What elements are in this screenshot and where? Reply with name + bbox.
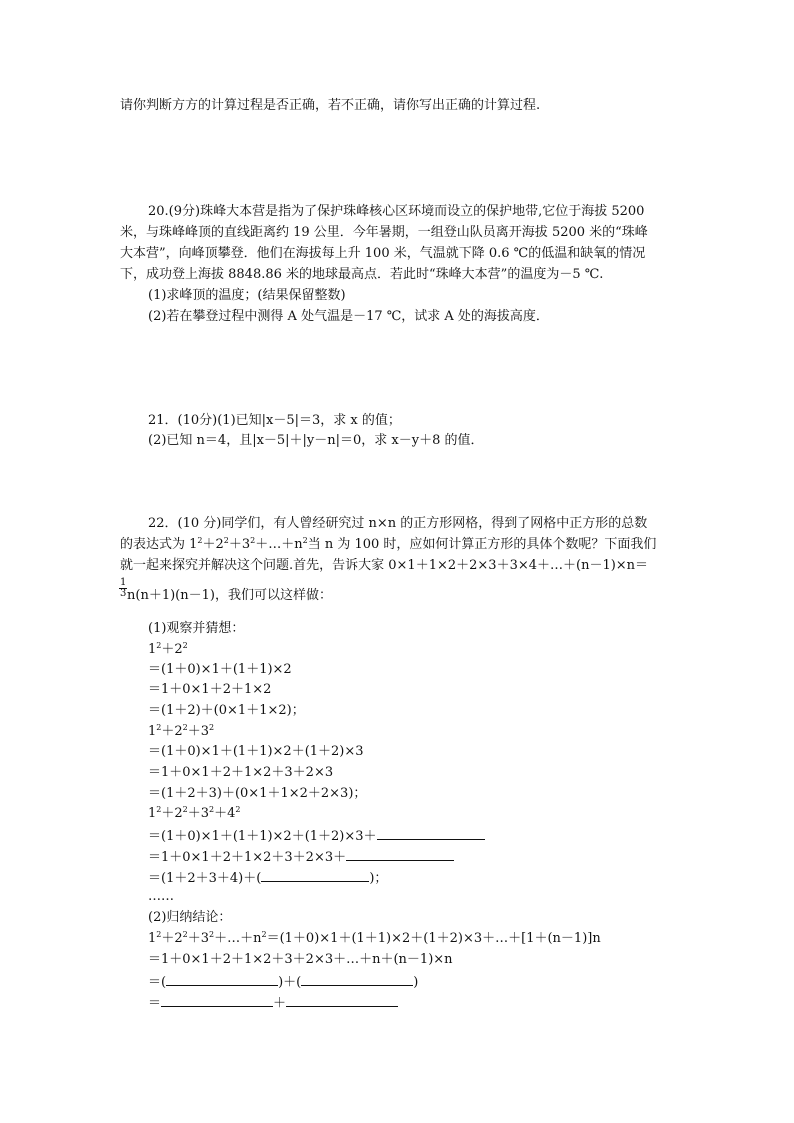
q20-line-1: 20.(9分)珠峰大本营是指为了保护珠峰核心区环境而设立的保护地带,它位于海拔 5200 [148,204,645,219]
answer-blank[interactable] [377,827,485,840]
expr-b-2: ＝(1＋0)×1＋(1＋1)×2＋(1＋2)×3 [148,744,364,759]
part1-title: (1)观察并猜想： [148,621,245,636]
expr-a-4: ＝(1＋2)＋(0×1＋1×2)； [148,703,305,718]
expr-c-1: $1^2+2^2+3^2+4^2$ [148,805,241,821]
expr-a-3: ＝1＋0×1＋2＋1×2 [148,682,272,697]
part2-title: (2)归纳结论： [148,910,232,925]
q21-line-1: 21．(10分)(1)已知|x－5|＝3，求 x 的值； [148,413,401,428]
expr-c-3: ＝1＋0×1＋2＋1×2＋3＋2×3＋ [148,848,454,866]
expr-d-4: ＝ ＋ [148,994,398,1012]
answer-blank[interactable] [346,848,454,861]
q20-sub-2: (2)若在攀登过程中测得 A 处气温是－17 ℃，试求 A 处的海拔高度． [148,309,549,324]
expr-d-3: ＝( )＋( ) [148,975,419,990]
expr-c-4: ＝(1＋2＋3＋4)＋( )； [148,871,388,886]
answer-blank[interactable] [166,973,278,986]
q22-line-1: 22．(10 分)同学们，有人曾经研究过 n×n 的正方形网格，得到了网格中正方形的总数 [148,516,648,531]
q20-line-2: 米，与珠峰峰顶的直线距离约 19 公里．今年暑期，一组登山队员离开海拔 5200 米的“珠峰 [120,225,648,240]
q22-line-3: 就一起来探究并解决这个问题.首先，告诉大家 0×1＋1×2＋2×3＋3×4＋…＋(n－1)×n＝ [120,558,649,573]
expr-d-1: $1^2+2^2+3^2+\dots+n^2=(1+0)\times 1+(1+1)\times 2+(1+2)\times 3+\dots+[1+(n-1)]n$ [148,930,601,946]
expr-a-1: $1^2+2^2$ [148,641,188,657]
expr-b-3: ＝1＋0×1＋2＋1×2＋3＋2×3 [148,765,334,780]
answer-blank[interactable] [301,973,413,986]
expr-d-2: ＝1＋0×1＋2＋1×2＋3＋2×3＋…＋n＋(n－1)×n [148,952,453,967]
fraction-one-third: $\frac{1}{3}$ [120,577,127,599]
answer-blank[interactable] [286,994,398,1007]
q20-line-4: 下，成功登上海拔 8848.86 米的地球最高点．若此时“珠峰大本营”的温度为－5 ℃. [120,267,604,282]
expr-a-2: ＝(1＋0)×1＋(1＋1)×2 [148,662,292,677]
q20-sub-1: (1)求峰顶的温度；(结果保留整数) [148,288,346,303]
answer-blank[interactable] [161,994,273,1007]
answer-blank[interactable] [261,869,369,882]
q22-line-2: 的表达式为 $1^2+2^2+3^2+\dots+n^2$当 n 为 100 时，应如何计算正方形的具体个数呢？下面我们 [120,536,657,552]
ellipsis: …… [148,889,174,904]
q22-line-4: n(n＋1)(n－1)，我们可以这样做： [127,588,332,603]
expr-c-2: ＝(1＋0)×1＋(1＋1)×2＋(1＋2)×3＋ [148,827,485,845]
q20-line-3: 大本营”，向峰顶攀登．他们在海拔每上升 100 米，气温就下降 0.6 ℃的低温和缺氧的情况 [120,246,646,261]
expr-b-1: $1^2+2^2+3^2$ [148,723,215,739]
intro-text: 请你判断方方的计算过程是否正确，若不正确，请你写出正确的计算过程. [120,98,541,113]
q21-line-2: (2)已知 n＝4，且|x－5|＋|y－n|＝0，求 x－y＋8 的值． [148,433,484,448]
expr-b-4: ＝(1＋2＋3)＋(0×1＋1×2＋2×3)； [148,786,367,801]
